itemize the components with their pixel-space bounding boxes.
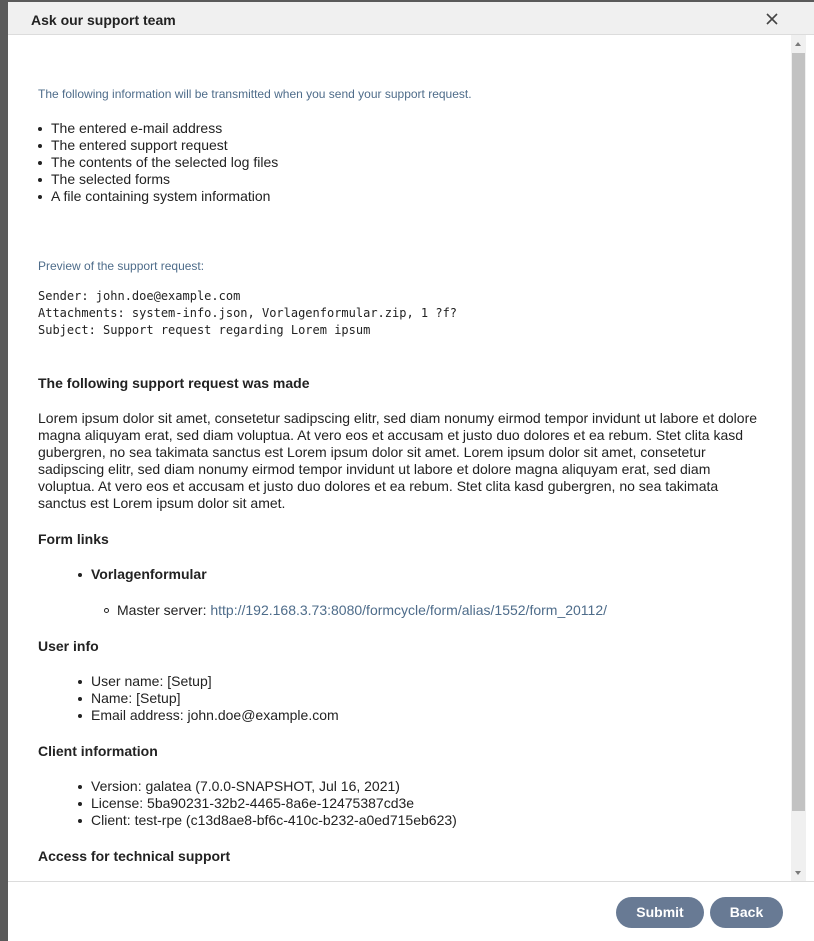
close-button[interactable]	[764, 11, 780, 27]
form-links-list	[78, 566, 207, 583]
list-item: Email address: john.doe@example.com	[78, 707, 339, 724]
submit-button[interactable]: Submit	[616, 897, 704, 928]
access-heading: Access for technical support	[38, 848, 231, 864]
list-item: User name: [Setup]	[78, 673, 339, 690]
scroll-thumb[interactable]	[792, 53, 805, 811]
list-item: The contents of the selected log files	[38, 154, 278, 171]
list-item: License: 5ba90231-32b2-4465-8a6e-12475387cd3e	[78, 795, 457, 812]
preview-attachments: Attachments: system-info.json, Vorlagenformular.zip, 1 ?f?	[38, 306, 458, 320]
form-link-item: Vorlagenformular	[78, 566, 207, 583]
scroll-down-icon[interactable]	[795, 871, 801, 875]
client-info-heading: Client information	[38, 743, 158, 759]
support-dialog	[8, 2, 814, 941]
list-item: The entered support request	[38, 137, 278, 154]
vertical-scrollbar[interactable]	[791, 35, 806, 881]
request-body: Lorem ipsum dolor sit amet, consetetur sadipscing elitr, sed diam nonumy eirmod tempor invidunt ut labore et dolore magna aliquyam erat, sed diam voluptua. At vero eos et accusam et justo duo dolores et ea rebum. Stet clita kasd gubergren, no sea takimata sanctus est Lorem ipsum dolor sit amet. Lorem ipsum dolor sit amet, consetetur sadipscing elitr, sed diam nonumy eirmod tempor invidunt ut labore et dolore magna aliquyam erat, sed diam voluptua. At vero eos et accusam et justo duo dolores et ea rebum. Stet clita kasd gubergren, no sea takimata sanctus est Lorem ipsum dolor sit amet.	[38, 410, 758, 511]
close-icon	[764, 11, 780, 27]
server-label: Master server:	[117, 602, 211, 618]
preview-label: Preview of the support request:	[38, 259, 205, 273]
info-intro: The following information will be transmitted when you send your support request.	[38, 87, 472, 101]
request-heading: The following support request was made	[38, 375, 310, 391]
list-item: The selected forms	[38, 171, 278, 188]
list-item: Client: test-rpe (c13d8ae8-bf6c-410c-b232-a0ed715eb623)	[78, 812, 457, 829]
form-server-list	[104, 602, 607, 619]
info-list	[38, 120, 278, 205]
dialog-title: Ask our support team	[31, 12, 176, 28]
master-server-link[interactable]: http://192.168.3.73:8080/formcycle/form/alias/1552/form_20112/	[210, 602, 608, 618]
back-button[interactable]: Back	[710, 897, 783, 928]
client-info-list	[78, 778, 457, 829]
list-item: Version: galatea (7.0.0-SNAPSHOT, Jul 16, 2021)	[78, 778, 457, 795]
list-item: A file containing system information	[38, 188, 278, 205]
form-server-item	[104, 602, 607, 619]
list-item: The entered e-mail address	[38, 120, 278, 137]
dialog-content	[8, 35, 792, 881]
preview-subject: Subject: Support request regarding Lorem ipsum	[38, 323, 371, 337]
user-info-list	[78, 673, 339, 724]
form-links-heading: Form links	[38, 531, 109, 547]
user-info-heading: User info	[38, 638, 99, 654]
preview-sender: Sender: john.doe@example.com	[38, 289, 241, 303]
dialog-header	[8, 2, 814, 35]
dialog-footer	[8, 881, 814, 941]
list-item: Name: [Setup]	[78, 690, 339, 707]
scroll-up-icon[interactable]	[795, 42, 801, 46]
